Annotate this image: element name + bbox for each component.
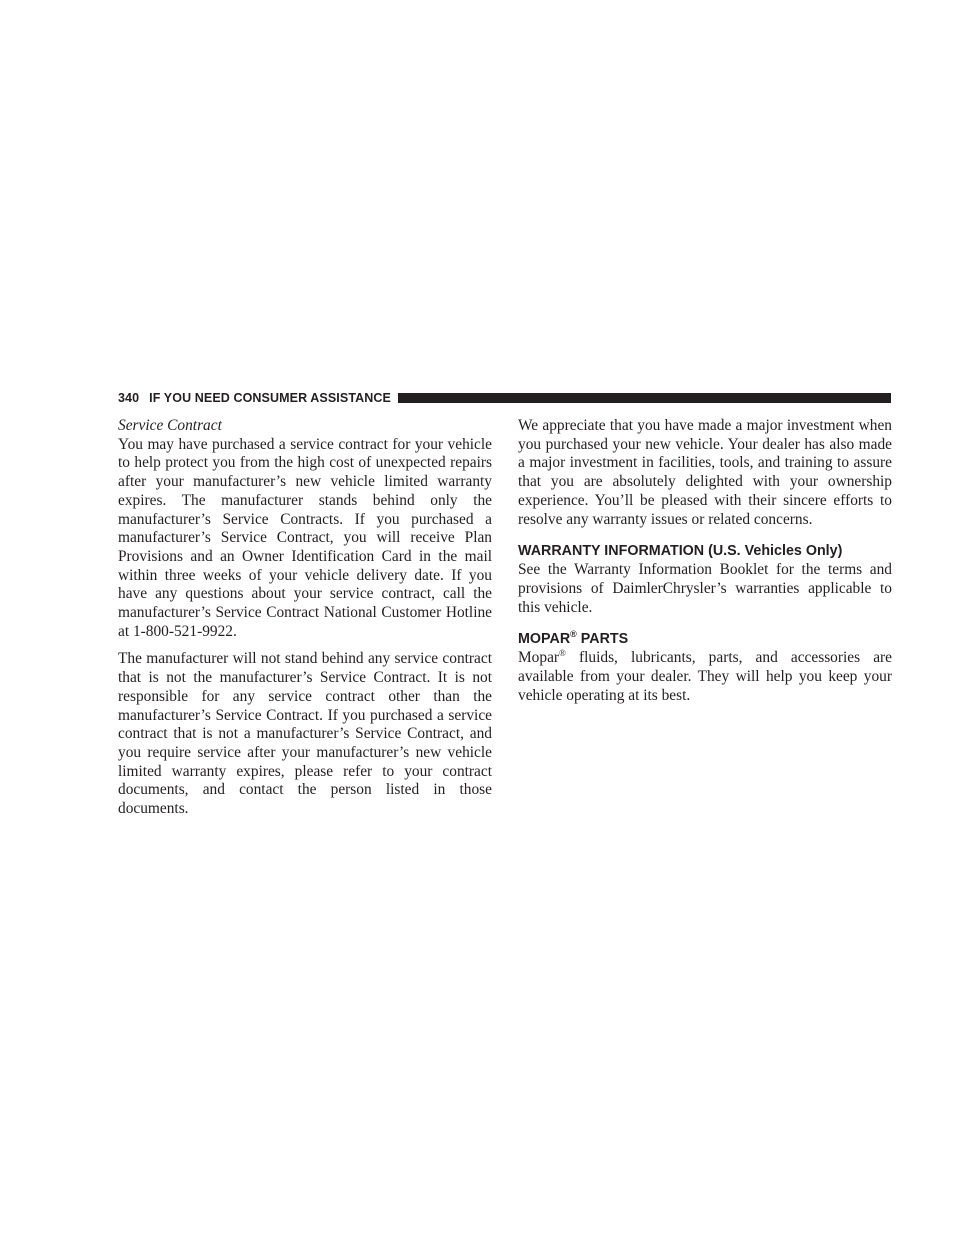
page-number: 340 bbox=[118, 391, 140, 405]
header-rule bbox=[398, 393, 891, 403]
mopar-parts-paragraph bbox=[518, 649, 892, 705]
warranty-information-paragraph: See the Warranty Information Booklet for the terms and provisions of DaimlerChrysler’s warranties applicable to this vehicle. bbox=[518, 561, 892, 616]
parts-heading-word: PARTS bbox=[576, 631, 629, 648]
section-title: IF YOU NEED CONSUMER ASSISTANCE bbox=[149, 391, 391, 405]
warranty-information-heading: WARRANTY INFORMATION (U.S. Vehicles Only) bbox=[518, 543, 843, 560]
service-contract-paragraph-1: You may have purchased a service contract for your vehicle to help protect you from the high cost of unexpected repairs after your manufacturer’s new vehicle limited warranty expires. The manufacturer stands behind only the manufacturer’s Service Contracts. If you purchased a manufacturer’s Service Contract, you will receive Plan Provisions and an Owner Identification Card in the mail within three weeks of your vehicle delivery date. If you have any questions about your service contract, call the manufacturer’s Service Contract National Customer Hotline at 1-800-521-9922. bbox=[118, 435, 492, 640]
mopar-text-word: Mopar bbox=[518, 649, 560, 667]
page-header bbox=[118, 388, 891, 408]
service-contract-paragraph-2: The manufacturer will not stand behind any service contract that is not the manufacturer’s Service Contract. It is not responsible for any service contract other than the manufacturer’s Service Contract. If you purchased a service contract that is not a manufacturer’s Service Contract, and you require service after your manufacturer’s new vehicle limited warranty expires, please refer to your contract documents, and contact the person listed in those documents. bbox=[118, 650, 492, 818]
mopar-heading-word: MOPAR bbox=[518, 631, 571, 648]
service-contract-heading: Service Contract bbox=[118, 417, 222, 434]
registered-mark: ® bbox=[570, 629, 577, 640]
registered-mark-text: ® bbox=[559, 648, 566, 659]
mopar-parts-heading bbox=[518, 630, 892, 648]
mopar-text-rest: fluids, lubricants, parts, and accessories are available from your dealer. They will help you keep your vehicle operating at its best. bbox=[518, 649, 892, 704]
right-column bbox=[518, 417, 892, 705]
left-column bbox=[118, 417, 492, 819]
investment-paragraph: We appreciate that you have made a major investment when you purchased your new vehicle. Your dealer has also made a major investment in facilities, tools, and training to assure that you are absolutely delighted with your ownership experience. You’ll be pleased with their sincere efforts to resolve any warranty issues or related concerns. bbox=[518, 417, 892, 528]
